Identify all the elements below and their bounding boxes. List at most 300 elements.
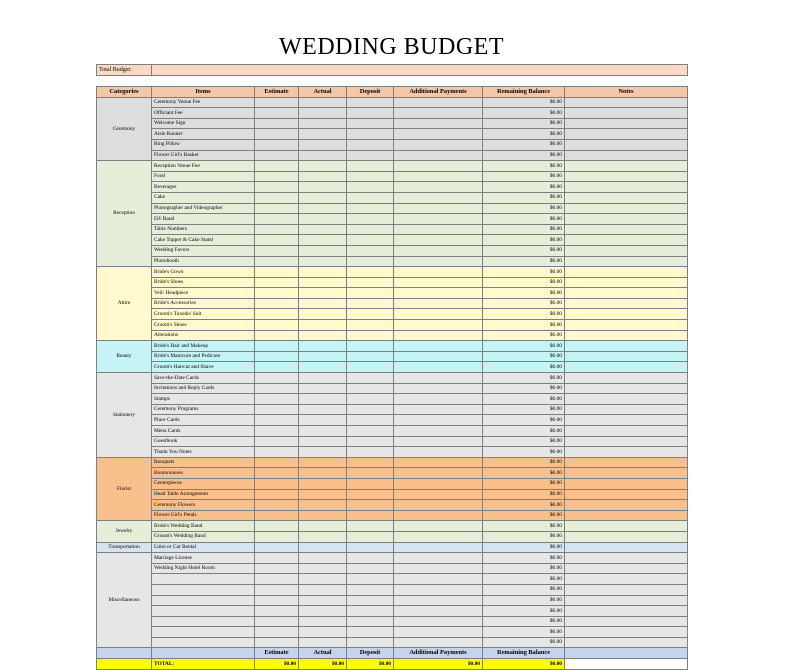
deposit-cell[interactable] <box>347 563 394 574</box>
item-cell[interactable] <box>152 584 255 595</box>
deposit-cell[interactable] <box>347 235 394 246</box>
item-cell[interactable] <box>152 574 255 585</box>
notes-cell[interactable] <box>565 531 688 542</box>
notes-cell[interactable] <box>565 542 688 553</box>
actual-cell[interactable] <box>299 341 347 352</box>
deposit-cell[interactable] <box>347 118 394 129</box>
deposit-cell[interactable] <box>347 150 394 161</box>
deposit-cell[interactable] <box>347 383 394 394</box>
additional-payments-cell[interactable] <box>394 426 483 437</box>
actual-cell[interactable] <box>299 447 347 458</box>
item-cell[interactable]: Reception Venue Fee <box>152 161 255 172</box>
item-cell[interactable]: Ceremony Venue Fee <box>152 97 255 108</box>
deposit-cell[interactable] <box>347 426 394 437</box>
additional-payments-cell[interactable] <box>394 224 483 235</box>
estimate-cell[interactable] <box>255 584 299 595</box>
deposit-cell[interactable] <box>347 341 394 352</box>
actual-cell[interactable] <box>299 118 347 129</box>
item-cell[interactable]: Photographer and Videographer <box>152 203 255 214</box>
actual-cell[interactable] <box>299 298 347 309</box>
estimate-cell[interactable] <box>255 394 299 405</box>
deposit-cell[interactable] <box>347 351 394 362</box>
estimate-cell[interactable] <box>255 330 299 341</box>
additional-payments-cell[interactable] <box>394 298 483 309</box>
additional-payments-cell[interactable] <box>394 129 483 140</box>
estimate-cell[interactable] <box>255 373 299 384</box>
actual-cell[interactable] <box>299 108 347 119</box>
additional-payments-cell[interactable] <box>394 606 483 617</box>
item-cell[interactable]: Bride's Manicure and Pedicure <box>152 351 255 362</box>
item-cell[interactable]: Veil/ Headpiece <box>152 288 255 299</box>
additional-payments-cell[interactable] <box>394 616 483 627</box>
additional-payments-cell[interactable] <box>394 277 483 288</box>
item-cell[interactable]: Food <box>152 171 255 182</box>
deposit-cell[interactable] <box>347 373 394 384</box>
additional-payments-cell[interactable] <box>394 214 483 225</box>
additional-payments-cell[interactable] <box>394 320 483 331</box>
estimate-cell[interactable] <box>255 627 299 638</box>
deposit-cell[interactable] <box>347 161 394 172</box>
notes-cell[interactable] <box>565 277 688 288</box>
actual-cell[interactable] <box>299 214 347 225</box>
deposit-cell[interactable] <box>347 394 394 405</box>
actual-cell[interactable] <box>299 373 347 384</box>
deposit-cell[interactable] <box>347 108 394 119</box>
notes-cell[interactable] <box>565 394 688 405</box>
actual-cell[interactable] <box>299 383 347 394</box>
deposit-cell[interactable] <box>347 129 394 140</box>
additional-payments-cell[interactable] <box>394 415 483 426</box>
deposit-cell[interactable] <box>347 553 394 564</box>
item-cell[interactable]: Guestbook <box>152 436 255 447</box>
estimate-cell[interactable] <box>255 97 299 108</box>
actual-cell[interactable] <box>299 235 347 246</box>
notes-cell[interactable] <box>565 553 688 564</box>
actual-cell[interactable] <box>299 426 347 437</box>
deposit-cell[interactable] <box>347 288 394 299</box>
estimate-cell[interactable] <box>255 595 299 606</box>
notes-cell[interactable] <box>565 404 688 415</box>
notes-cell[interactable] <box>565 256 688 267</box>
additional-payments-cell[interactable] <box>394 288 483 299</box>
item-cell[interactable]: Bouquets <box>152 457 255 468</box>
actual-cell[interactable] <box>299 182 347 193</box>
item-cell[interactable] <box>152 637 255 648</box>
actual-cell[interactable] <box>299 404 347 415</box>
actual-cell[interactable] <box>299 97 347 108</box>
notes-cell[interactable] <box>565 521 688 532</box>
estimate-cell[interactable] <box>255 510 299 521</box>
notes-cell[interactable] <box>565 373 688 384</box>
additional-payments-cell[interactable] <box>394 171 483 182</box>
additional-payments-cell[interactable] <box>394 510 483 521</box>
actual-cell[interactable] <box>299 192 347 203</box>
actual-cell[interactable] <box>299 139 347 150</box>
notes-cell[interactable] <box>565 320 688 331</box>
item-cell[interactable]: Bride's Wedding Band <box>152 521 255 532</box>
notes-cell[interactable] <box>565 584 688 595</box>
actual-cell[interactable] <box>299 553 347 564</box>
additional-payments-cell[interactable] <box>394 500 483 511</box>
additional-payments-cell[interactable] <box>394 192 483 203</box>
notes-cell[interactable] <box>565 235 688 246</box>
additional-payments-cell[interactable] <box>394 574 483 585</box>
estimate-cell[interactable] <box>255 245 299 256</box>
item-cell[interactable]: Bride's Accessories <box>152 298 255 309</box>
actual-cell[interactable] <box>299 616 347 627</box>
notes-cell[interactable] <box>565 616 688 627</box>
estimate-cell[interactable] <box>255 489 299 500</box>
item-cell[interactable]: Save-the-Date Cards <box>152 373 255 384</box>
actual-cell[interactable] <box>299 351 347 362</box>
deposit-cell[interactable] <box>347 478 394 489</box>
deposit-cell[interactable] <box>347 500 394 511</box>
estimate-cell[interactable] <box>255 139 299 150</box>
deposit-cell[interactable] <box>347 627 394 638</box>
item-cell[interactable]: Limo or Car Rental <box>152 542 255 553</box>
additional-payments-cell[interactable] <box>394 161 483 172</box>
additional-payments-cell[interactable] <box>394 309 483 320</box>
estimate-cell[interactable] <box>255 118 299 129</box>
deposit-cell[interactable] <box>347 457 394 468</box>
item-cell[interactable]: Invitations and Reply Cards <box>152 383 255 394</box>
actual-cell[interactable] <box>299 478 347 489</box>
notes-cell[interactable] <box>565 267 688 278</box>
notes-cell[interactable] <box>565 415 688 426</box>
item-cell[interactable]: Head Table Arrangement <box>152 489 255 500</box>
notes-cell[interactable] <box>565 203 688 214</box>
deposit-cell[interactable] <box>347 224 394 235</box>
item-cell[interactable]: Groom's Haircut and Shave <box>152 362 255 373</box>
item-cell[interactable]: Boutonnieres <box>152 468 255 479</box>
deposit-cell[interactable] <box>347 521 394 532</box>
item-cell[interactable]: Alterations <box>152 330 255 341</box>
deposit-cell[interactable] <box>347 214 394 225</box>
additional-payments-cell[interactable] <box>394 182 483 193</box>
actual-cell[interactable] <box>299 320 347 331</box>
deposit-cell[interactable] <box>347 606 394 617</box>
additional-payments-cell[interactable] <box>394 542 483 553</box>
notes-cell[interactable] <box>565 563 688 574</box>
deposit-cell[interactable] <box>347 182 394 193</box>
estimate-cell[interactable] <box>255 224 299 235</box>
notes-cell[interactable] <box>565 182 688 193</box>
item-cell[interactable]: Stamps <box>152 394 255 405</box>
estimate-cell[interactable] <box>255 553 299 564</box>
actual-cell[interactable] <box>299 330 347 341</box>
additional-payments-cell[interactable] <box>394 330 483 341</box>
additional-payments-cell[interactable] <box>394 584 483 595</box>
item-cell[interactable]: Centerpieces <box>152 478 255 489</box>
estimate-cell[interactable] <box>255 447 299 458</box>
item-cell[interactable]: Thank You Notes <box>152 447 255 458</box>
deposit-cell[interactable] <box>347 97 394 108</box>
notes-cell[interactable] <box>565 150 688 161</box>
item-cell[interactable]: Bride's Hair and Makeup <box>152 341 255 352</box>
deposit-cell[interactable] <box>347 267 394 278</box>
deposit-cell[interactable] <box>347 203 394 214</box>
actual-cell[interactable] <box>299 510 347 521</box>
notes-cell[interactable] <box>565 383 688 394</box>
item-cell[interactable]: Flower Girl's Petals <box>152 510 255 521</box>
actual-cell[interactable] <box>299 595 347 606</box>
additional-payments-cell[interactable] <box>394 108 483 119</box>
deposit-cell[interactable] <box>347 616 394 627</box>
estimate-cell[interactable] <box>255 637 299 648</box>
additional-payments-cell[interactable] <box>394 383 483 394</box>
estimate-cell[interactable] <box>255 415 299 426</box>
notes-cell[interactable] <box>565 108 688 119</box>
notes-cell[interactable] <box>565 288 688 299</box>
deposit-cell[interactable] <box>347 489 394 500</box>
notes-cell[interactable] <box>565 447 688 458</box>
deposit-cell[interactable] <box>347 574 394 585</box>
deposit-cell[interactable] <box>347 298 394 309</box>
deposit-cell[interactable] <box>347 531 394 542</box>
item-cell[interactable] <box>152 595 255 606</box>
actual-cell[interactable] <box>299 288 347 299</box>
estimate-cell[interactable] <box>255 457 299 468</box>
item-cell[interactable]: Cake <box>152 192 255 203</box>
estimate-cell[interactable] <box>255 288 299 299</box>
actual-cell[interactable] <box>299 563 347 574</box>
actual-cell[interactable] <box>299 606 347 617</box>
estimate-cell[interactable] <box>255 235 299 246</box>
notes-cell[interactable] <box>565 478 688 489</box>
deposit-cell[interactable] <box>347 309 394 320</box>
notes-cell[interactable] <box>565 118 688 129</box>
actual-cell[interactable] <box>299 203 347 214</box>
additional-payments-cell[interactable] <box>394 394 483 405</box>
notes-cell[interactable] <box>565 97 688 108</box>
estimate-cell[interactable] <box>255 192 299 203</box>
additional-payments-cell[interactable] <box>394 553 483 564</box>
notes-cell[interactable] <box>565 214 688 225</box>
actual-cell[interactable] <box>299 129 347 140</box>
actual-cell[interactable] <box>299 277 347 288</box>
notes-cell[interactable] <box>565 298 688 309</box>
additional-payments-cell[interactable] <box>394 373 483 384</box>
deposit-cell[interactable] <box>347 192 394 203</box>
item-cell[interactable]: DJ/ Band <box>152 214 255 225</box>
item-cell[interactable]: Bride's Gown <box>152 267 255 278</box>
deposit-cell[interactable] <box>347 510 394 521</box>
estimate-cell[interactable] <box>255 606 299 617</box>
total-budget-input[interactable] <box>152 65 688 76</box>
estimate-cell[interactable] <box>255 182 299 193</box>
actual-cell[interactable] <box>299 224 347 235</box>
deposit-cell[interactable] <box>347 637 394 648</box>
estimate-cell[interactable] <box>255 150 299 161</box>
item-cell[interactable]: Ring Pillow <box>152 139 255 150</box>
actual-cell[interactable] <box>299 627 347 638</box>
additional-payments-cell[interactable] <box>394 404 483 415</box>
actual-cell[interactable] <box>299 150 347 161</box>
additional-payments-cell[interactable] <box>394 478 483 489</box>
estimate-cell[interactable] <box>255 542 299 553</box>
item-cell[interactable]: Photobooth <box>152 256 255 267</box>
estimate-cell[interactable] <box>255 404 299 415</box>
actual-cell[interactable] <box>299 637 347 648</box>
notes-cell[interactable] <box>565 341 688 352</box>
estimate-cell[interactable] <box>255 478 299 489</box>
notes-cell[interactable] <box>565 457 688 468</box>
item-cell[interactable]: Beverages <box>152 182 255 193</box>
estimate-cell[interactable] <box>255 267 299 278</box>
deposit-cell[interactable] <box>347 447 394 458</box>
additional-payments-cell[interactable] <box>394 637 483 648</box>
item-cell[interactable]: Groom's Tuxedo/ Suit <box>152 309 255 320</box>
item-cell[interactable]: Place Cards <box>152 415 255 426</box>
deposit-cell[interactable] <box>347 256 394 267</box>
additional-payments-cell[interactable] <box>394 351 483 362</box>
estimate-cell[interactable] <box>255 521 299 532</box>
deposit-cell[interactable] <box>347 415 394 426</box>
item-cell[interactable]: Cake Topper & Cake Stand <box>152 235 255 246</box>
notes-cell[interactable] <box>565 351 688 362</box>
estimate-cell[interactable] <box>255 531 299 542</box>
item-cell[interactable]: Marriage License <box>152 553 255 564</box>
estimate-cell[interactable] <box>255 383 299 394</box>
additional-payments-cell[interactable] <box>394 489 483 500</box>
deposit-cell[interactable] <box>347 436 394 447</box>
estimate-cell[interactable] <box>255 436 299 447</box>
estimate-cell[interactable] <box>255 616 299 627</box>
notes-cell[interactable] <box>565 161 688 172</box>
additional-payments-cell[interactable] <box>394 203 483 214</box>
item-cell[interactable] <box>152 627 255 638</box>
item-cell[interactable]: Ceremony Programs <box>152 404 255 415</box>
deposit-cell[interactable] <box>347 468 394 479</box>
estimate-cell[interactable] <box>255 214 299 225</box>
deposit-cell[interactable] <box>347 330 394 341</box>
actual-cell[interactable] <box>299 161 347 172</box>
additional-payments-cell[interactable] <box>394 97 483 108</box>
deposit-cell[interactable] <box>347 139 394 150</box>
estimate-cell[interactable] <box>255 574 299 585</box>
estimate-cell[interactable] <box>255 500 299 511</box>
actual-cell[interactable] <box>299 574 347 585</box>
additional-payments-cell[interactable] <box>394 362 483 373</box>
notes-cell[interactable] <box>565 468 688 479</box>
notes-cell[interactable] <box>565 500 688 511</box>
notes-cell[interactable] <box>565 574 688 585</box>
estimate-cell[interactable] <box>255 468 299 479</box>
actual-cell[interactable] <box>299 542 347 553</box>
item-cell[interactable]: Welcome Sign <box>152 118 255 129</box>
item-cell[interactable]: Groom's Wedding Band <box>152 531 255 542</box>
actual-cell[interactable] <box>299 309 347 320</box>
deposit-cell[interactable] <box>347 277 394 288</box>
additional-payments-cell[interactable] <box>394 139 483 150</box>
item-cell[interactable]: Menu Cards <box>152 426 255 437</box>
notes-cell[interactable] <box>565 362 688 373</box>
actual-cell[interactable] <box>299 415 347 426</box>
actual-cell[interactable] <box>299 521 347 532</box>
estimate-cell[interactable] <box>255 309 299 320</box>
additional-payments-cell[interactable] <box>394 627 483 638</box>
additional-payments-cell[interactable] <box>394 118 483 129</box>
item-cell[interactable] <box>152 616 255 627</box>
notes-cell[interactable] <box>565 627 688 638</box>
item-cell[interactable]: Aisle Runner <box>152 129 255 140</box>
additional-payments-cell[interactable] <box>394 521 483 532</box>
estimate-cell[interactable] <box>255 426 299 437</box>
additional-payments-cell[interactable] <box>394 447 483 458</box>
estimate-cell[interactable] <box>255 171 299 182</box>
notes-cell[interactable] <box>565 510 688 521</box>
notes-cell[interactable] <box>565 595 688 606</box>
actual-cell[interactable] <box>299 489 347 500</box>
notes-cell[interactable] <box>565 637 688 648</box>
item-cell[interactable]: Flower Girl's Basket <box>152 150 255 161</box>
additional-payments-cell[interactable] <box>394 563 483 574</box>
deposit-cell[interactable] <box>347 171 394 182</box>
actual-cell[interactable] <box>299 468 347 479</box>
notes-cell[interactable] <box>565 426 688 437</box>
deposit-cell[interactable] <box>347 595 394 606</box>
estimate-cell[interactable] <box>255 129 299 140</box>
notes-cell[interactable] <box>565 436 688 447</box>
additional-payments-cell[interactable] <box>394 531 483 542</box>
additional-payments-cell[interactable] <box>394 256 483 267</box>
deposit-cell[interactable] <box>347 245 394 256</box>
estimate-cell[interactable] <box>255 161 299 172</box>
notes-cell[interactable] <box>565 129 688 140</box>
actual-cell[interactable] <box>299 394 347 405</box>
deposit-cell[interactable] <box>347 320 394 331</box>
notes-cell[interactable] <box>565 192 688 203</box>
additional-payments-cell[interactable] <box>394 245 483 256</box>
estimate-cell[interactable] <box>255 362 299 373</box>
actual-cell[interactable] <box>299 531 347 542</box>
deposit-cell[interactable] <box>347 584 394 595</box>
actual-cell[interactable] <box>299 436 347 447</box>
actual-cell[interactable] <box>299 500 347 511</box>
deposit-cell[interactable] <box>347 362 394 373</box>
estimate-cell[interactable] <box>255 256 299 267</box>
item-cell[interactable]: Wedding Favors <box>152 245 255 256</box>
actual-cell[interactable] <box>299 362 347 373</box>
actual-cell[interactable] <box>299 584 347 595</box>
actual-cell[interactable] <box>299 457 347 468</box>
actual-cell[interactable] <box>299 171 347 182</box>
estimate-cell[interactable] <box>255 277 299 288</box>
item-cell[interactable]: Officiant Fee <box>152 108 255 119</box>
notes-cell[interactable] <box>565 224 688 235</box>
item-cell[interactable]: Ceremony Flowers <box>152 500 255 511</box>
estimate-cell[interactable] <box>255 298 299 309</box>
item-cell[interactable]: Wedding Night Hotel Room <box>152 563 255 574</box>
item-cell[interactable] <box>152 606 255 617</box>
notes-cell[interactable] <box>565 606 688 617</box>
notes-cell[interactable] <box>565 245 688 256</box>
notes-cell[interactable] <box>565 489 688 500</box>
item-cell[interactable]: Bride's Shoes <box>152 277 255 288</box>
additional-payments-cell[interactable] <box>394 150 483 161</box>
estimate-cell[interactable] <box>255 563 299 574</box>
estimate-cell[interactable] <box>255 351 299 362</box>
additional-payments-cell[interactable] <box>394 267 483 278</box>
item-cell[interactable]: Table Numbers <box>152 224 255 235</box>
notes-cell[interactable] <box>565 171 688 182</box>
deposit-cell[interactable] <box>347 404 394 415</box>
additional-payments-cell[interactable] <box>394 595 483 606</box>
estimate-cell[interactable] <box>255 341 299 352</box>
notes-cell[interactable] <box>565 309 688 320</box>
estimate-cell[interactable] <box>255 320 299 331</box>
additional-payments-cell[interactable] <box>394 457 483 468</box>
